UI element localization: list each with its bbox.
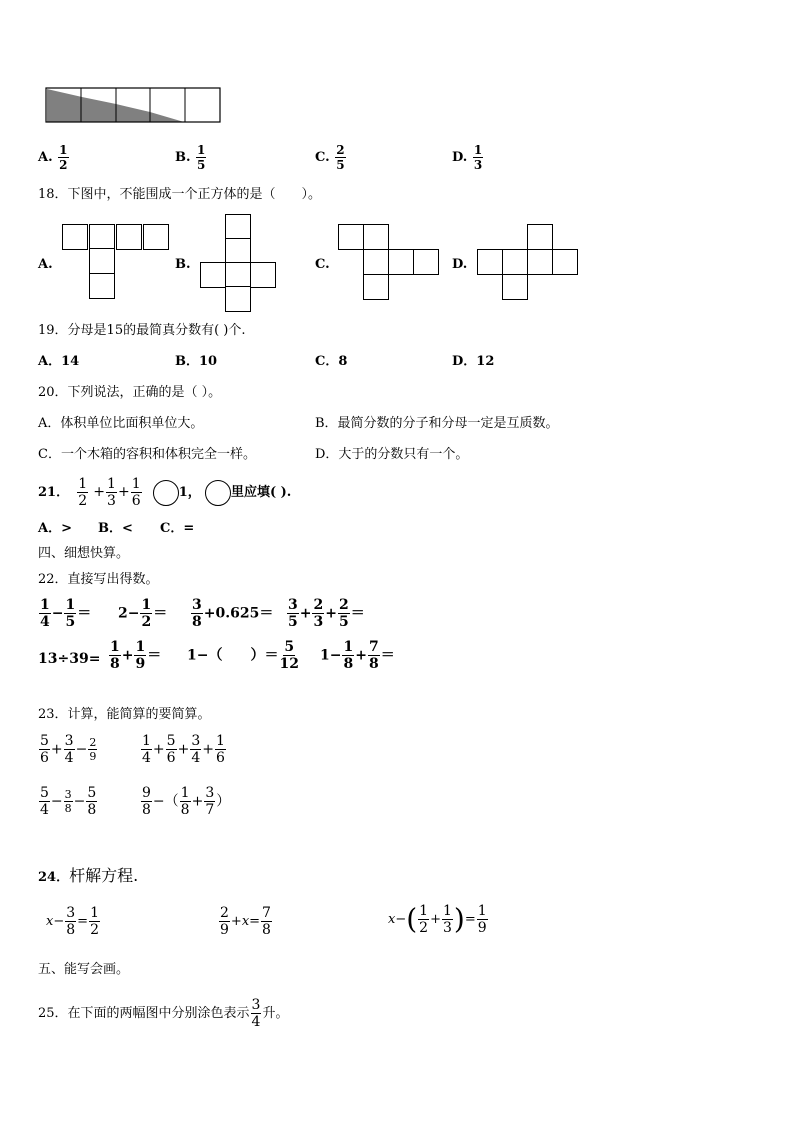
q23-expr-1: $\frac{5}{6}$ + $\frac{3}{4}$ − $\frac{2}{9}$: [40, 733, 97, 766]
q20-option-c[interactable]: C．一个木箱的容积和体积完全一样。: [38, 447, 256, 462]
q22-expr-6: $\frac{1}{8}$ + $\frac{1}{9}$ ＝: [110, 639, 162, 672]
q22-expr-5: 13÷39=: [38, 651, 101, 667]
q19-question: 19．分母是15的最简真分数有( )个.: [38, 323, 246, 338]
section-5-heading: 五、能写会画。: [38, 962, 130, 977]
q19-option-d[interactable]: D．12: [452, 354, 495, 369]
compare-circle-ref: [205, 480, 231, 506]
q22-expr-7: 1−（ ）＝ $\frac{5}{12}$: [187, 639, 299, 672]
q22-expr-8: 1− $\frac{1}{8}$ + $\frac{7}{8}$ ＝: [320, 639, 395, 672]
q18-label-b[interactable]: B.: [175, 257, 191, 272]
q17-option-b[interactable]: B. $\frac{1}{5}$: [175, 143, 206, 172]
fraction-strip-figure: [44, 87, 224, 125]
q23-question: 23．计算，能简算的要简算。: [38, 707, 211, 722]
q21-option-a[interactable]: A．>: [38, 521, 72, 536]
q23-expr-2: $\frac{1}{4}$ + $\frac{5}{6}$ + $\frac{3}{4}$ + $\frac{1}{6}$: [142, 733, 225, 766]
q23-expr-3: $\frac{5}{4}$ − $\frac{3}{8}$ − $\frac{5}{8}$: [40, 785, 97, 818]
q24-eq-3: x−( $\frac{1}{2}$ + $\frac{1}{3}$ )= $\frac{1}{9}$: [388, 902, 487, 936]
q19-option-b[interactable]: B．10: [175, 354, 218, 369]
q21-question: 21． $\frac{1}{2}$ + $\frac{1}{3}$ + $\frac{1}{6}$ 1， 里应填( ).: [38, 476, 292, 509]
q24-question: 24．杆解方程.: [38, 866, 139, 885]
q18-label-d[interactable]: D.: [452, 257, 468, 272]
q20-option-d[interactable]: D．大于的分数只有一个。: [315, 447, 469, 462]
q19-option-a[interactable]: A．14: [38, 354, 80, 369]
q23-expr-4: $\frac{9}{8}$ −（ $\frac{1}{8}$ + $\frac{3}{7}$ ）: [142, 785, 231, 818]
q24-eq-2: $\frac{2}{9}$ +x= $\frac{7}{8}$: [220, 905, 271, 938]
q19-option-c[interactable]: C．8: [315, 354, 348, 369]
q22-expr-1: $\frac{1}{4}$ − $\frac{1}{5}$ ＝: [40, 597, 92, 630]
q17-option-a[interactable]: A. $\frac{1}{2}$: [38, 143, 68, 172]
q18-label-a[interactable]: A.: [38, 257, 53, 272]
q21-option-b[interactable]: B．<: [98, 521, 133, 536]
q17-option-d[interactable]: D. $\frac{1}{3}$: [452, 143, 483, 172]
q18-label-c[interactable]: C.: [315, 257, 330, 272]
q22-expr-3: $\frac{3}{8}$ +0.625＝: [192, 597, 274, 630]
q24-eq-1: x− $\frac{3}{8}$ = $\frac{1}{2}$: [46, 905, 99, 938]
q17-option-c[interactable]: C. $\frac{2}{5}$: [315, 143, 345, 172]
q21-option-c[interactable]: C．=: [160, 521, 195, 536]
q18-question: 18．下图中，不能围成一个正方体的是（ ）。: [38, 187, 322, 202]
q22-expr-4: $\frac{3}{5}$ + $\frac{2}{3}$ + $\frac{2}{5}$ ＝: [288, 597, 365, 630]
q22-expr-2: 2− $\frac{1}{2}$ ＝: [118, 597, 168, 630]
q20-option-a[interactable]: A．体积单位比面积单位大。: [38, 416, 204, 431]
q20-question: 20．下列说法，正确的是（ ）。: [38, 385, 222, 400]
q20-option-b[interactable]: B．最简分数的分子和分母一定是互质数。: [315, 416, 559, 431]
compare-circle[interactable]: [153, 480, 179, 506]
section-4-heading: 四、细想快算。: [38, 546, 130, 561]
q25-question: 25．在下面的两幅图中分别涂色表示 $\frac{3}{4}$ 升。: [38, 997, 289, 1030]
q22-question: 22．直接写出得数。: [38, 572, 159, 587]
